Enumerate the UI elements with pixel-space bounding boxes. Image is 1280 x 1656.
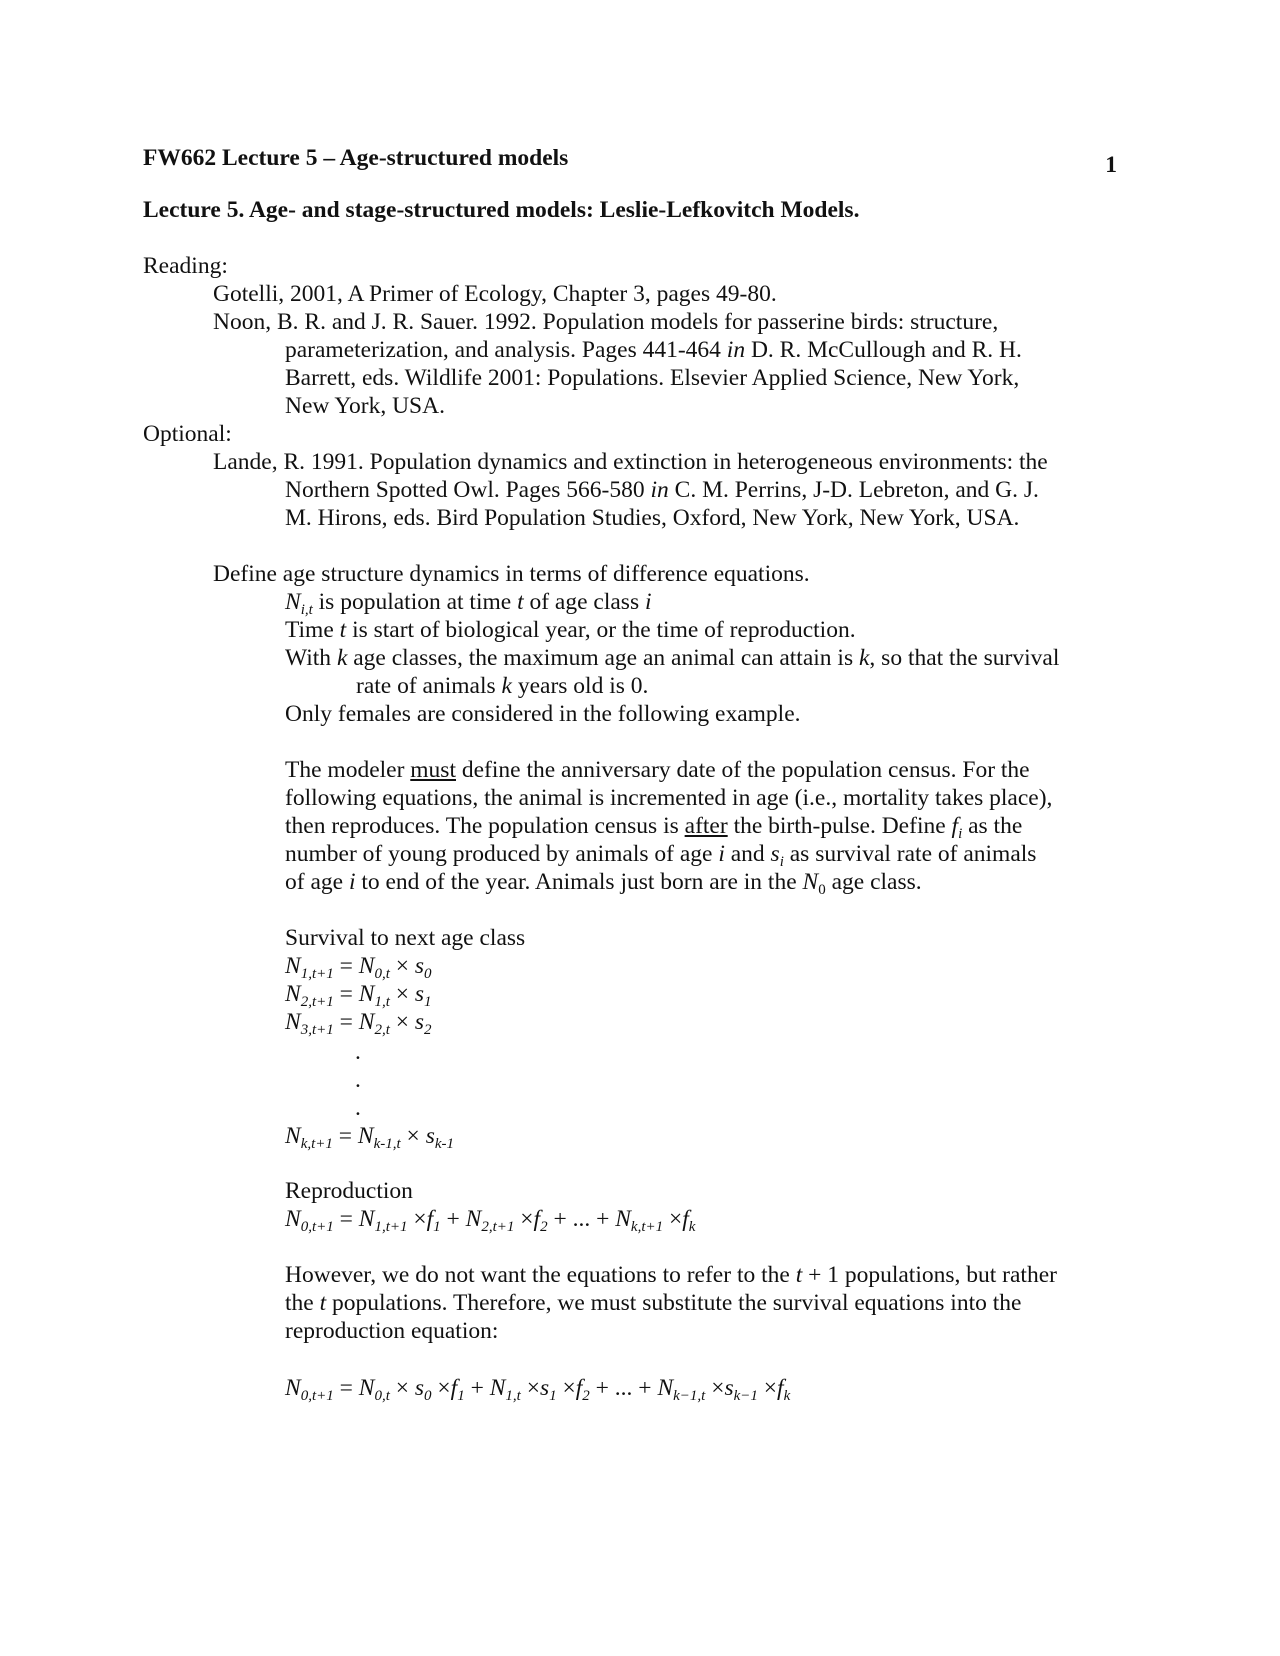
survival-equation-3: $N_{3,t+1} = N_{2,t} \times s_2$ <box>285 1009 432 1038</box>
however-line2: the t populations. Therefore, we must substitute the survival equations into the <box>285 1290 1022 1316</box>
para-line2: following equations, the animal is incremented in age (i.e., mortality takes place), <box>285 785 1053 811</box>
continuation-dot: . <box>355 1095 361 1121</box>
running-header: FW662 Lecture 5 – Age-structured models <box>143 145 569 171</box>
however-line3: reproduction equation: <box>285 1318 499 1344</box>
reading-item-gotelli: Gotelli, 2001, A Primer of Ecology, Chapter 3, pages 49-80. <box>213 281 777 307</box>
survival-equation-1: $N_{1,t+1} = N_{0,t} \times s_0$ <box>285 953 432 982</box>
reproduction-equation: $N_{0,t+1} = N_{1,t+1} \times f_1 + N_{2,t+1} \times f_2$ + ... + $N_{k,t+1} \times f_k$ <box>285 1206 696 1235</box>
para-line4: number of young produced by animals of age i and $s_i$ as survival rate of animals <box>285 841 1037 870</box>
substituted-equation: $N_{0,t+1} = N_{0,t} \times s_0 \times f_1 + N_{1,t} \times s_1 \times f_2$ + ... + $N_{k-1,t} \times s_{k-1} \times f_k$ <box>285 1375 791 1404</box>
survival-equation-2: $N_{2,t+1} = N_{1,t} \times s_1$ <box>285 981 432 1010</box>
reading-label: Reading: <box>143 253 228 279</box>
define-line-population: $N_{i,t}$ is population at time t of age class i <box>285 589 652 618</box>
define-line-time: Time t is start of biological year, or the time of reproduction. <box>285 617 856 643</box>
survival-equation-k: $N_{k,t+1} = N_{k-1,t} \times s_{k-1}$ <box>285 1123 454 1152</box>
optional-item-line2: Northern Spotted Owl. Pages 566-580 in C. M. Perrins, J-D. Lebreton, and G. J. <box>285 477 1039 503</box>
continuation-dot: . <box>355 1039 361 1065</box>
define-intro: Define age structure dynamics in terms of difference equations. <box>213 561 810 587</box>
para-line5: of age i to end of the year. Animals just born are in the $N_0$ age class. <box>285 869 922 898</box>
reading-item-noon-line4: New York, USA. <box>285 393 445 419</box>
survival-heading: Survival to next age class <box>285 925 526 951</box>
para-line3: then reproduces. The population census is after the birth-pulse. Define $f_i$ as the <box>285 813 1023 842</box>
lecture-title: Lecture 5. Age- and stage-structured models: Leslie-Lefkovitch Models. <box>143 197 860 223</box>
continuation-dot: . <box>355 1067 361 1093</box>
optional-item-line1: Lande, R. 1991. Population dynamics and extinction in heterogeneous environments: the <box>213 449 1048 475</box>
page-number: 1 <box>1105 152 1117 178</box>
optional-item-line3: M. Hirons, eds. Bird Population Studies, Oxford, New York, New York, USA. <box>285 505 1020 531</box>
para-line1: The modeler must define the anniversary date of the population census. For the <box>285 757 1030 783</box>
reproduction-heading: Reproduction <box>285 1178 413 1204</box>
define-line-age-classes: With k age classes, the maximum age an animal can attain is k, so that the survival <box>285 645 1060 671</box>
however-line1: However, we do not want the equations to refer to the t + 1 populations, but rather <box>285 1262 1057 1288</box>
define-line-females: Only females are considered in the following example. <box>285 701 801 727</box>
reading-item-noon-line2: parameterization, and analysis. Pages 441-464 in D. R. McCullough and R. H. <box>285 337 1022 363</box>
optional-label: Optional: <box>143 421 232 447</box>
define-line-rate: rate of animals k years old is 0. <box>356 673 649 699</box>
reading-item-noon-line3: Barrett, eds. Wildlife 2001: Populations. Elsevier Applied Science, New York, <box>285 365 1020 391</box>
reading-item-noon-line1: Noon, B. R. and J. R. Sauer. 1992. Population models for passerine birds: structure, <box>213 309 999 335</box>
